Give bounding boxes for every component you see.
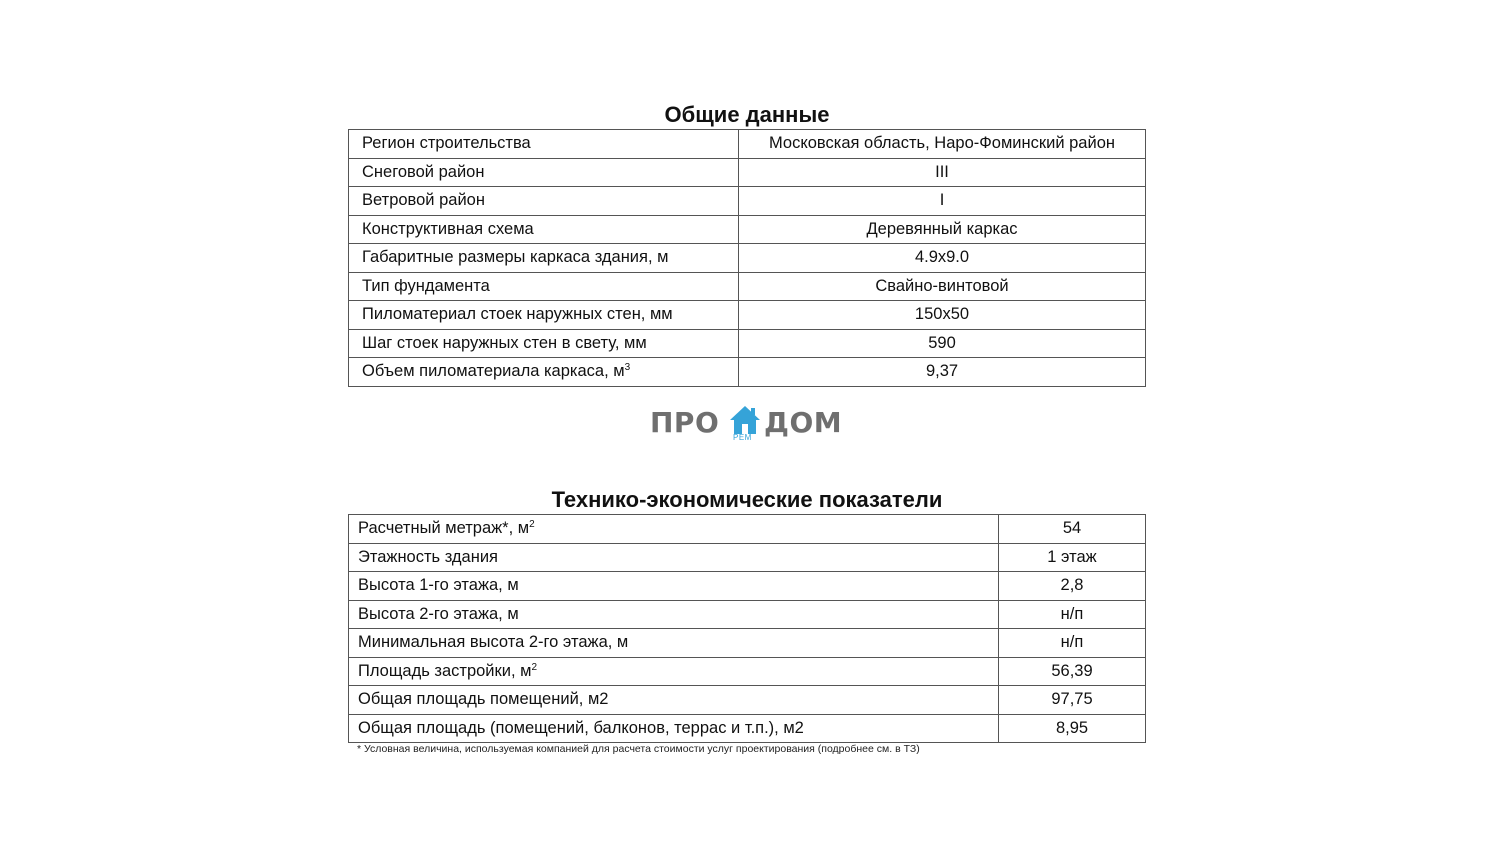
- row-label: Снеговой район: [349, 158, 739, 187]
- company-logo: [650, 401, 850, 447]
- table-row: [349, 600, 1146, 629]
- row-label: Этажность здания: [349, 543, 999, 572]
- table-row: [349, 543, 1146, 572]
- row-label: [349, 358, 739, 387]
- table-row: [349, 358, 1146, 387]
- logo-text-right: ДОМ: [764, 406, 843, 439]
- row-label-text: Объем пиломатериала каркаса, м: [362, 362, 625, 381]
- row-value: III: [739, 158, 1146, 187]
- row-value: 56,39: [999, 657, 1146, 686]
- unit-exponent: 3: [624, 362, 631, 374]
- table-row: [349, 657, 1146, 686]
- unit-exponent: 2: [531, 661, 538, 673]
- row-label: Конструктивная схема: [349, 215, 739, 244]
- row-label: [349, 657, 999, 686]
- table-row: [349, 572, 1146, 601]
- row-label: Минимальная высота 2-го этажа, м: [349, 629, 999, 658]
- general-data-title: Общие данные: [664, 102, 830, 127]
- row-label: Пиломатериал стоек наружных стен, мм: [349, 301, 739, 330]
- table-row: [349, 629, 1146, 658]
- row-label: Общая площадь (помещений, балконов, террас и т.п.), м2: [349, 714, 999, 743]
- house-icon: [729, 404, 761, 436]
- table-row: [349, 714, 1146, 743]
- row-value: Деревянный каркас: [739, 215, 1146, 244]
- general-data-table: [348, 129, 1146, 387]
- row-label-text: Расчетный метраж*, м: [358, 519, 530, 538]
- row-label: Высота 2-го этажа, м: [349, 600, 999, 629]
- table-row: [349, 215, 1146, 244]
- row-value: 2,8: [999, 572, 1146, 601]
- row-label: Шаг стоек наружных стен в свету, мм: [349, 329, 739, 358]
- row-label: Тип фундамента: [349, 272, 739, 301]
- table-row: [349, 158, 1146, 187]
- table-row: [349, 301, 1146, 330]
- table-row: [349, 187, 1146, 216]
- row-value: 54: [999, 515, 1146, 544]
- table-row: [349, 130, 1146, 159]
- tech-indicators-table: [348, 514, 1146, 743]
- tech-indicators-title: Технико-экономические показатели: [551, 487, 943, 512]
- row-value: 4.9x9.0: [739, 244, 1146, 273]
- row-label: Габаритные размеры каркаса здания, м: [349, 244, 739, 273]
- logo-text-left: ПРО: [650, 406, 720, 439]
- footnote: * Условная величина, используемая компанией для расчета стоимости услуг проектирования (подробнее см. в ТЗ): [357, 743, 920, 755]
- row-value: 150x50: [739, 301, 1146, 330]
- row-value: н/п: [999, 629, 1146, 658]
- table-row: [349, 686, 1146, 715]
- row-label: [349, 515, 999, 544]
- row-label-text: Площадь застройки, м: [358, 661, 532, 680]
- table-row: [349, 272, 1146, 301]
- row-label: Регион строительства: [349, 130, 739, 159]
- row-label: Высота 1-го этажа, м: [349, 572, 999, 601]
- row-value: н/п: [999, 600, 1146, 629]
- row-value: Московская область, Наро-Фоминский район: [739, 130, 1146, 159]
- table-row: [349, 515, 1146, 544]
- row-value: 9,37: [739, 358, 1146, 387]
- row-value: 590: [739, 329, 1146, 358]
- unit-exponent: 2: [529, 519, 535, 531]
- row-value: 1 этаж: [999, 543, 1146, 572]
- row-value: Свайно-винтовой: [739, 272, 1146, 301]
- row-value: I: [739, 187, 1146, 216]
- table-row: [349, 244, 1146, 273]
- logo-subtext: РЕМ: [733, 433, 752, 442]
- row-label: Общая площадь помещений, м2: [349, 686, 999, 715]
- row-label: Ветровой район: [349, 187, 739, 216]
- row-value: 97,75: [999, 686, 1146, 715]
- table-row: [349, 329, 1146, 358]
- row-value: 8,95: [999, 714, 1146, 743]
